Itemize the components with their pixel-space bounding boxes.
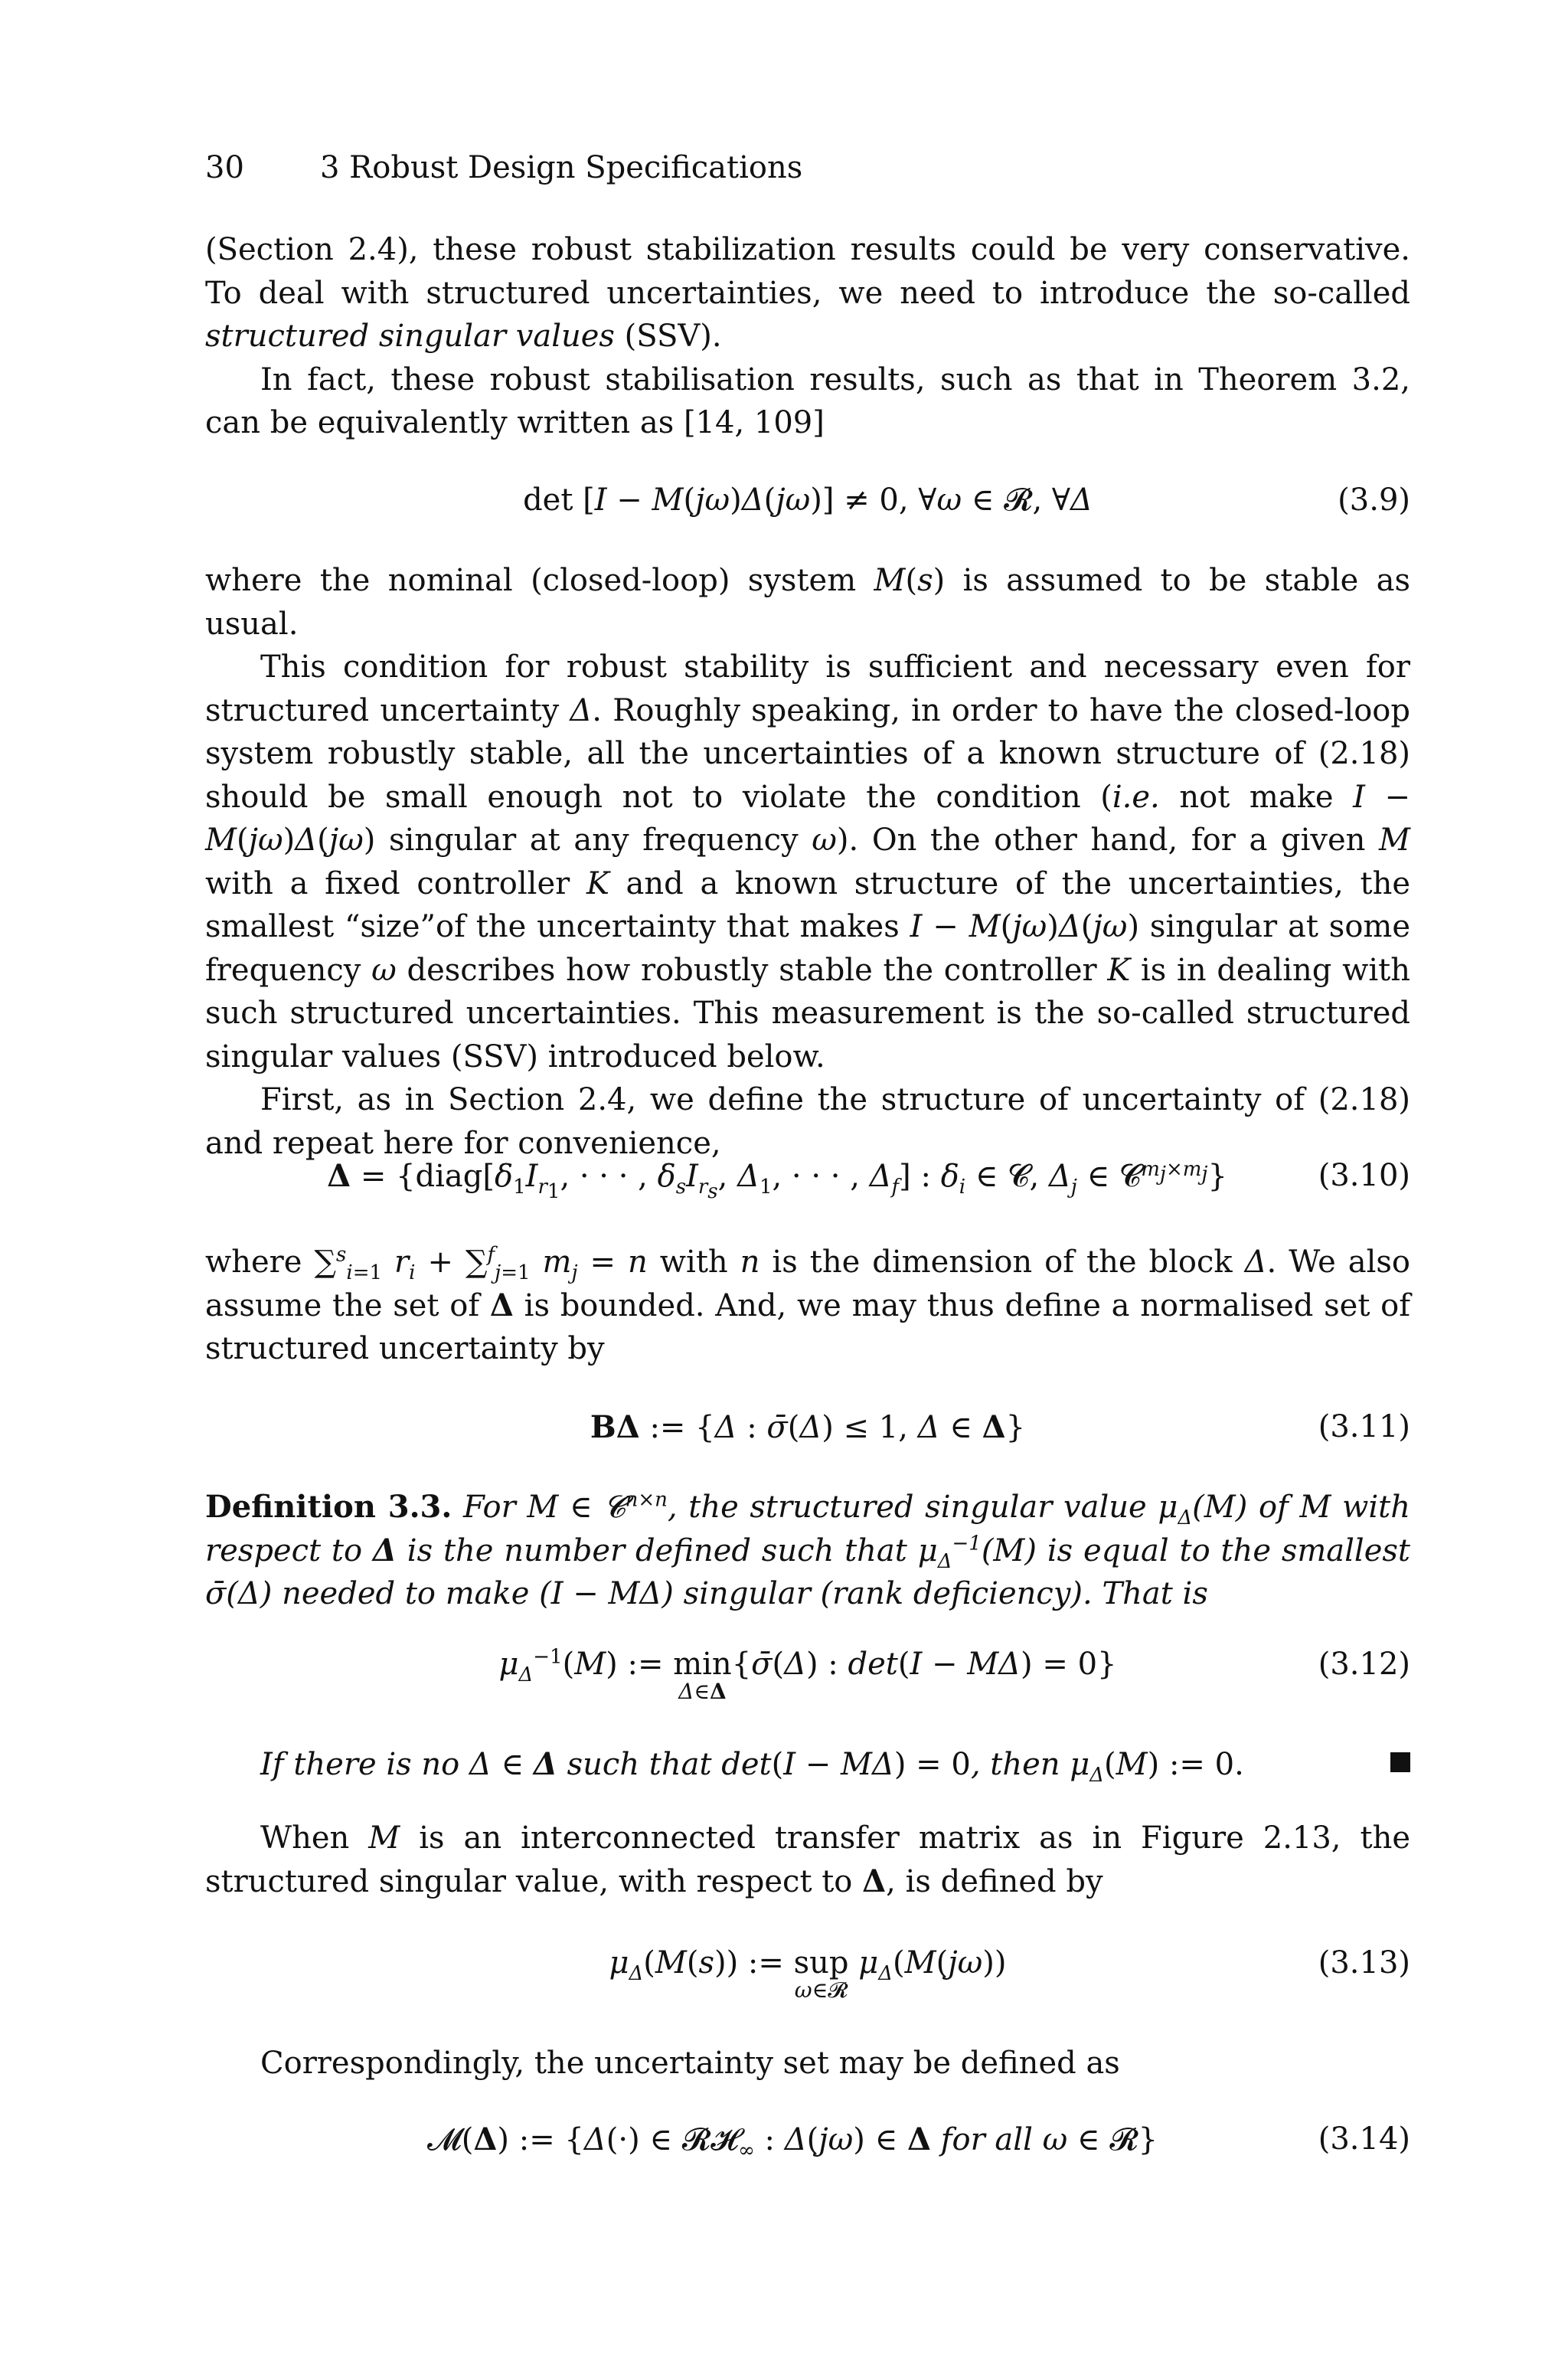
page-number: 30	[205, 150, 244, 185]
equation-number: (3.13)	[1318, 1945, 1410, 1981]
qed-square-icon	[1390, 1752, 1410, 1772]
equation-number: (3.11)	[1318, 1409, 1410, 1444]
equation-number: (3.12)	[1318, 1647, 1410, 1682]
page: 30 3 Robust Design Specifications (Section 2.4), these robust stabilization results could be very conservative. To deal with structured uncertainties, we need to introduce the so-called structured singular values (SSV). In fact, these robust stabilisation results, such as that in Theorem 3.2, can be equivalently written as [14, 109] det [I − M(jω)Δ(jω)] ≠ 0, ∀ω ∈ 𝓡, ∀Δ (3.9) where the nominal (closed-loop) system M(s) is assumed to be stable as usual. This condition for robust stability is sufficient and necessary even for structured uncertainty Δ. Roughly speaking, in order to have the closed-loop system robustly stable, all the uncertainties of a known structure of (2.18) should be small enough not to violate the condition (i.e. not make I − M(jω)Δ(jω) singular at any frequency ω). On the other hand, for a given M with a fixed controller K and a known structure of the uncertainties, the smallest “size”of the uncertainty that makes I − M(jω)Δ(jω) singular at some frequency ω describes how robustly stable the controller K is in dealing with such structured uncertainties. This measurement is the so-called structured singular values (SSV) introduced below. First, as in Section 2.4, we define the structure of uncertainty of (2.18) and repeat here for convenience, $\Delta = \{diag[\delta_1I_{r_1}$, · · · , $\delta_sI_{r_s}$, $\Delta_1$, · · · , $\Delta_f$] : $\delta_i$ ∈ 𝓒, $\Delta_j$ ∈ 𝓒$^{m_j\times m_j}$} (3.10) where ∑$^s_{i=1}$ $r_i + \sum^f_{j=1}$ $m_j = n$ with n is the dimension of the block Δ. We also assume the set of Δ is bounded. And, we may thus define a normalised set of structured uncertainty by BΔ := {Δ : σ̄(Δ) ≤ 1, Δ ∈ Δ} (3.11) Definition 3.3. For M ∈ 𝓒$^{n\times n}$, the structured singular value $\mu_\Delta(M)$ of M with respect to Δ is the number defined such that $\mu_\Delta^{-1}(M)$ is equal to the smallest σ̄(Δ) needed to make (I − MΔ) singular (rank deficiency). That is $\mu_\Delta^{-1}(M)$ := min Δ∈Δ {σ̄(Δ) : det(I − MΔ) = 0} (3.12) If there is no Δ ∈ Δ such that det(I − MΔ) = 0, then $\mu_\Delta(M)$ := 0. When M is an interconnected transfer matrix as in Figure 2.13, the structured singular value, with respect to Δ, is defined by $\mu_\Delta(M(s))$ := sup ω∈𝓡 $\mu_\Delta(M(j\omega))$ (3.13) Correspondingly, the uncertainty set may be defined as 𝓜(Δ) := {Δ(·) ∈ 𝓡𝓗$_\infty$ : Δ(jω) ∈ Δ for all ω ∈ 𝓡} (3.14)	[205, 150, 1411, 2162]
paragraph-2: where the nominal (closed-loop) system M(s) is assumed to be stable as usual. This condition for robust stability is sufficient and necessary even for structured uncertainty Δ. Roughly speaking, in order to have the closed-loop system robustly stable, all the uncertainties of a known structure of (2.18) should be small enough not to violate the condition (i.e. not make I − M(jω)Δ(jω) singular at any frequency ω). On the other hand, for a given M with a fixed controller K and a known structure of the uncertainties, the smallest “size”of the uncertainty that makes I − M(jω)Δ(jω) singular at some frequency ω describes how robustly stable the controller K is in dealing with such structured uncertainties. This measurement is the so-called structured singular values (SSV) introduced below. First, as in Section 2.4, we define the structure of uncertainty of (2.18) and repeat here for convenience,	[205, 563, 1411, 1161]
running-header	[205, 150, 802, 185]
definition-note: If there is no Δ ∈ Δ such that det(I − MΔ) = 0, then $\mu_\Delta(M)$ := 0.	[260, 1746, 1410, 1782]
definition-3-3: Definition 3.3. For M ∈ 𝓒$^{n\times n}$, the structured singular value $\mu_\Delta(M)$ of M with respect to Δ is the number defined such that $\mu_\Delta^{-1}(M)$ is equal to the smallest σ̄(Δ) needed to make (I − MΔ) singular (rank deficiency). That is	[205, 1488, 1410, 1611]
paragraph-3: where ∑$^s_{i=1}$ $r_i + \sum^f_{j=1}$ $m_j = n$ with n is the dimension of the block Δ. We also assume the set of Δ is bounded. And, we may thus define a normalised set of structured uncertainty by	[205, 1243, 1411, 1366]
paragraph-4: When M is an interconnected transfer matrix as in Figure 2.13, the structured singular value, with respect to Δ, is defined by	[205, 1820, 1411, 1899]
paragraph-1: (Section 2.4), these robust stabilization results could be very conservative. To deal with structured uncertainties, we need to introduce the so-called structured singular values (SSV). In fact, these robust stabilisation results, such as that in Theorem 3.2, can be equivalently written as [14, 109]	[205, 232, 1410, 440]
equation-number: (3.14)	[1318, 2121, 1410, 2157]
definition-label: Definition 3.3.	[205, 1489, 452, 1525]
paragraph-5: Correspondingly, the uncertainty set may be defined as	[260, 2046, 1120, 2081]
equation-number: (3.9)	[1338, 482, 1410, 518]
chapter-title: 3 Robust Design Specifications	[320, 150, 803, 185]
equation-number: (3.10)	[1318, 1158, 1410, 1193]
